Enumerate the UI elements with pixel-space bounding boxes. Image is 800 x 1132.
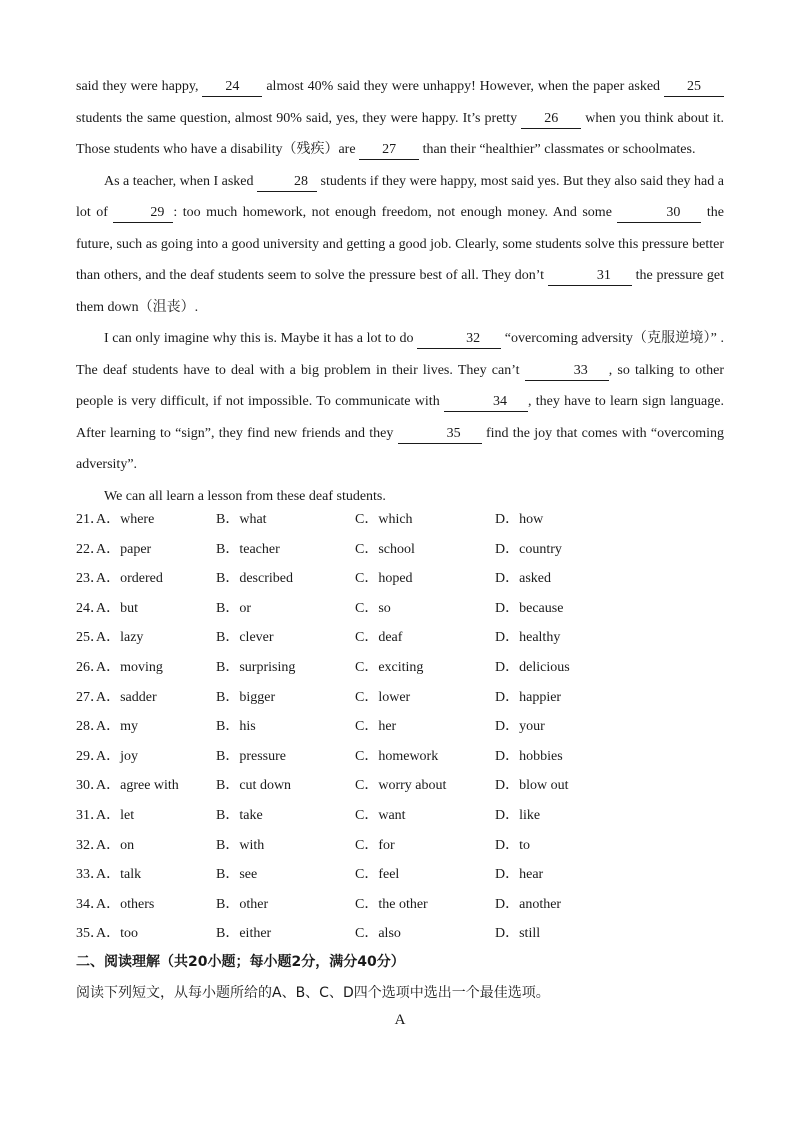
question-row: 25． A．lazy B．clever C．deaf D．healthy — [76, 626, 724, 656]
question-row: 28． A．my B．his C．her D．your — [76, 715, 724, 745]
option-d: D．hobbies — [495, 748, 563, 764]
question-row: 29． A．joy B．pressure C．homework D．hobbies — [76, 745, 724, 775]
blank-28: 28 — [257, 173, 317, 192]
option-d: D．asked — [495, 571, 551, 587]
option-b: B．see — [216, 867, 258, 883]
option-a: A．moving — [96, 659, 163, 675]
option-c: C．for — [355, 837, 395, 853]
option-a: A．sadder — [96, 689, 157, 705]
option-b: B．other — [216, 896, 269, 912]
section-instruction: 阅读下列短文，从每小题所给的A、B、C、D四个选项中选出一个最佳选项。 — [76, 985, 550, 1001]
option-a: A．where — [96, 512, 155, 527]
paragraph-1: said they were happy, 24 almost 40% said they were unhappy! However, when the paper asked 25 students the same question, almost 90% said, yes, they were happy. It’s pretty 26 when you think about it. Those students who have a disability（残疾）are 27 than their “healthier” classmates or schoolmates. — [76, 71, 724, 166]
option-c: C．school — [355, 541, 415, 557]
cloze-passage — [76, 71, 724, 512]
option-b: B．described — [216, 571, 293, 587]
option-b: B．cut down — [216, 778, 292, 794]
option-b: B．bigger — [216, 689, 276, 705]
option-b: B．either — [216, 926, 272, 942]
option-d: D．happier — [495, 689, 562, 705]
option-c: C．which — [355, 512, 413, 527]
option-d: D．how — [495, 512, 544, 527]
question-row: 32． A．on B．with C．for D．to — [76, 834, 724, 864]
question-row: 30． A．agree with B．cut down C．worry about D．blow out — [76, 774, 724, 804]
option-a: A．paper — [96, 541, 152, 557]
question-row: 23． A．ordered B．described C．hoped D．asked — [76, 567, 724, 597]
option-c: C．the other — [355, 896, 428, 912]
blank-26: 26 — [521, 110, 581, 129]
question-options — [76, 508, 724, 952]
option-d: D．blow out — [495, 778, 569, 794]
blank-32: 32 — [417, 330, 501, 349]
option-a: A．lazy — [96, 630, 144, 646]
option-a: A．agree with — [96, 778, 179, 794]
option-a: A．let — [96, 807, 135, 823]
option-d: D．another — [495, 896, 562, 912]
option-c: C．exciting — [355, 659, 424, 675]
blank-24: 24 — [202, 78, 262, 97]
question-row: 34． A．others B．other C．the other D．another — [76, 893, 724, 923]
section-title: 二、阅读理解（共20小题；每小题2分，满分40分） — [76, 954, 405, 970]
blank-35: 35 — [398, 425, 482, 444]
option-c: C．so — [355, 600, 391, 616]
option-c: C．want — [355, 807, 406, 823]
option-a: A．joy — [96, 748, 138, 764]
paragraph-3: I can only imagine why this is. Maybe it has a lot to do 32 “overcoming adversity（克服逆境）” . The deaf students have to deal with a big problem in their lives. They can’t 33 , so talking to other people is very difficult, if not impossible. To communicate with 34 , they have to learn sign language. After learning to “sign”, they find new friends and they 35 find the joy that comes with “overcoming adversity”. — [76, 331, 725, 472]
question-row: 33． A．talk B．see C．feel D．hear — [76, 863, 724, 893]
blank-30: 30 — [617, 204, 701, 223]
option-b: B．with — [216, 837, 265, 853]
option-d: D．like — [495, 807, 541, 823]
option-c: C．homework — [355, 748, 439, 764]
option-a: A．talk — [96, 867, 142, 883]
question-row: 26． A．moving B．surprising C．exciting D．delicious — [76, 656, 724, 686]
option-a: A．on — [96, 837, 135, 853]
option-b: B．teacher — [216, 541, 280, 557]
option-d: D．hear — [495, 867, 544, 883]
option-d: D．healthy — [495, 630, 561, 646]
option-a: A．ordered — [96, 571, 163, 587]
option-c: C．worry about — [355, 778, 447, 794]
option-c: C．also — [355, 926, 401, 942]
passage-label: A — [394, 1012, 406, 1028]
blank-29: 29 — [113, 204, 173, 223]
option-a: A．but — [96, 600, 138, 616]
blank-33: 33 — [525, 362, 609, 381]
option-b: B．his — [216, 719, 256, 735]
blank-31: 31 — [548, 267, 632, 286]
question-row: 35． A．too B．either C．also D．still — [76, 922, 724, 952]
blank-25: 25 — [664, 78, 724, 97]
paragraph-2: As a teacher, when I asked 28 students if they were happy, most said yes. But they also said they had a lot of 29 : too much homework, not enough freedom, not enough money. And some 30 the future, such as going into a good university and getting a good job. Clearly, some students solve this pressure better than others, and the deaf students seem to solve the pressure best of all. They don’t 31 the pressure get them down（沮丧）. — [76, 173, 724, 315]
question-row: 27． A．sadder B．bigger C．lower D．happier — [76, 686, 724, 716]
blank-34: 34 — [444, 393, 528, 412]
option-b: B．pressure — [216, 748, 286, 764]
option-a: A．too — [96, 926, 138, 942]
option-d: D．to — [495, 837, 530, 853]
option-c: C．her — [355, 719, 397, 735]
option-d: D．your — [495, 719, 545, 735]
question-row: 31． A．let B．take C．want D．like — [76, 804, 724, 834]
blank-27: 27 — [359, 141, 419, 160]
option-c: C．feel — [355, 867, 400, 883]
option-b: B．clever — [216, 630, 274, 646]
question-row: 21． A．where B．what C．which D．how — [76, 508, 724, 538]
option-a: A．my — [96, 719, 138, 735]
paragraph-4: We can all learn a lesson from these deaf students. — [104, 488, 386, 504]
option-b: B．surprising — [216, 659, 296, 675]
option-b: B．or — [216, 600, 251, 616]
option-d: D．still — [495, 926, 541, 942]
option-c: C．deaf — [355, 630, 403, 646]
option-d: D．because — [495, 600, 564, 616]
question-row: 24． A．but B．or C．so D．because — [76, 597, 724, 627]
option-c: C．lower — [355, 689, 411, 705]
option-b: B．what — [216, 512, 267, 527]
option-c: C．hoped — [355, 571, 413, 587]
option-d: D．country — [495, 541, 562, 557]
option-d: D．delicious — [495, 659, 570, 675]
question-row: 22． A．paper B．teacher C．school D．country — [76, 538, 724, 568]
option-a: A．others — [96, 896, 155, 912]
option-b: B．take — [216, 807, 263, 823]
